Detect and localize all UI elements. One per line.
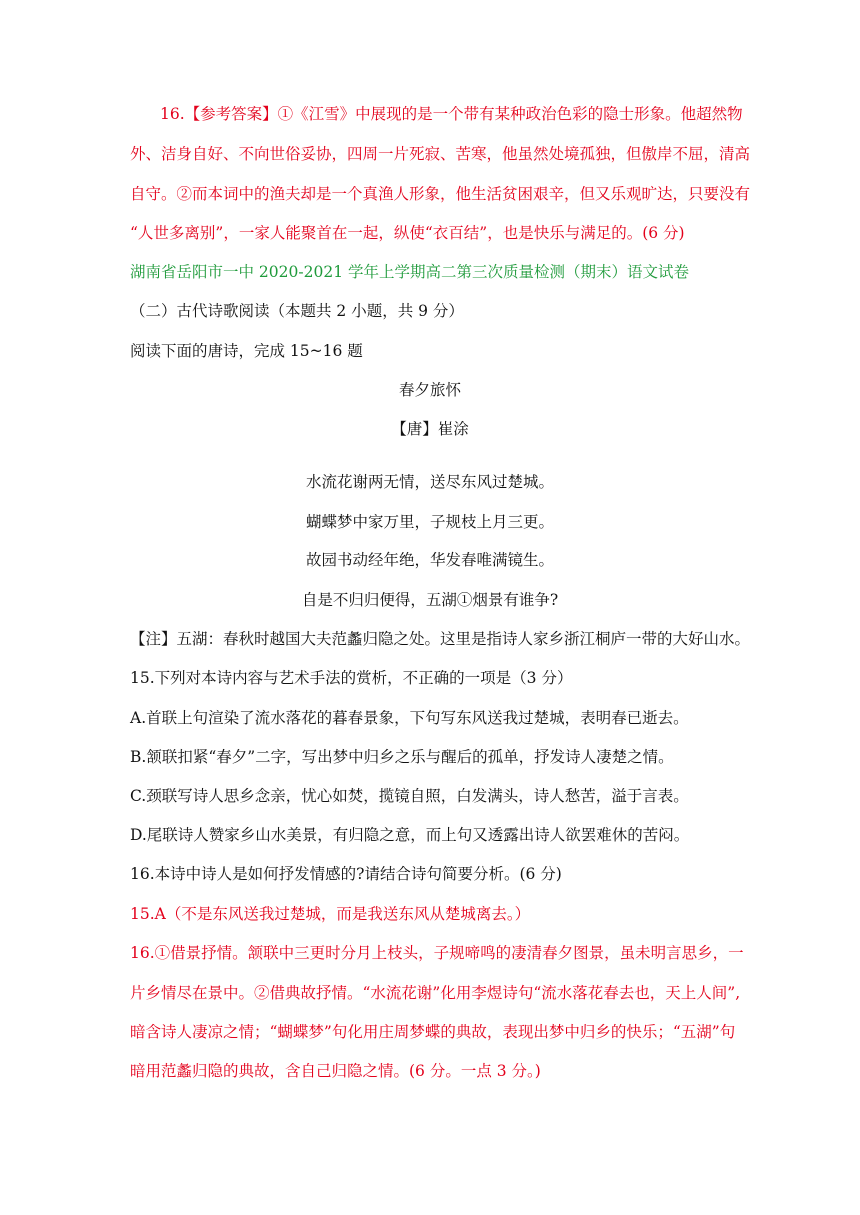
answer-16b-line-4: 暗用范蠡归隐的典故，含自己归隐之情。(6 分。一点 3 分。) <box>130 1062 541 1080</box>
section-heading: （二）古代诗歌阅读（本题共 2 小题，共 9 分） <box>130 302 464 320</box>
answer-16b-line-3: 暗含诗人凄凉之情；“蝴蝶梦”句化用庄周梦蝶的典故，表现出梦中归乡的快乐；“五湖”句 <box>130 1023 736 1041</box>
answer-15: 15.A（不是东风送我过楚城，而是我送东风从楚城离去。） <box>130 905 531 923</box>
poem-title: 春夕旅怀 <box>398 381 461 399</box>
poem-note: 【注】五湖：春秋时越国大夫范蠡归隐之处。这里是指诗人家乡浙江桐庐一带的大好山水。 <box>130 630 751 648</box>
poem-author: 【唐】崔涂 <box>391 420 469 438</box>
answer-16b-line-1: 16.①借景抒情。颔联中三更时分月上枝头，子规啼鸣的凄清春夕图景，虽未明言思乡，一 <box>130 944 744 962</box>
poem-line: 蝴蝶梦中家万里，子规枝上月三更。 <box>305 513 554 531</box>
answer-16-line-3: 自守。②而本词中的渔夫却是一个真渔人形象，他生活贫困艰辛，但又乐观旷达，只要没有 <box>130 185 751 203</box>
answer-16-line-4: “人世多离别”，一家人能聚首在一起，纵使“衣百结”，也是快乐与满足的。(6 分) <box>130 224 685 242</box>
question-15-option-a: A.首联上句渲染了流水落花的暮春景象，下句写东风送我过楚城，表明春已逝去。 <box>130 709 689 727</box>
question-15-option-b: B.颔联扣紧“春夕”二字，写出梦中归乡之乐与醒后的孤单，抒发诗人凄楚之情。 <box>130 748 674 766</box>
answer-16-line-1: 16.【参考答案】①《江雪》中展现的是一个带有某种政治色彩的隐士形象。他超然物 <box>160 105 743 123</box>
question-16-stem: 16.本诗中诗人是如何抒发情感的?请结合诗句简要分析。(6 分) <box>130 865 562 883</box>
answer-16-line-2: 外、洁身自好、不向世俗妥协，四周一片死寂、苦寒，他虽然处境孤独，但傲岸不屈，清高 <box>130 145 751 163</box>
poem-line: 水流花谢两无情，送尽东风过楚城。 <box>305 473 554 491</box>
answer-16b-line-2: 片乡情尽在景中。②借典故抒情。“水流花谢”化用李煜诗句“流水落花春去也，天上人间”, <box>130 984 741 1002</box>
section-instruction: 阅读下面的唐诗，完成 15~16 题 <box>130 342 363 360</box>
poem-line: 故园书动经年绝，华发春唯满镜生。 <box>305 551 554 569</box>
question-15-option-c: C.颈联写诗人思乡念亲，忧心如焚，揽镜自照，白发满头，诗人愁苦，溢于言表。 <box>130 787 689 805</box>
question-15-option-d: D.尾联诗人赞家乡山水美景，有归隐之意，而上句又透露出诗人欲罢难休的苦闷。 <box>130 826 690 844</box>
question-15-stem: 15.下列对本诗内容与艺术手法的赏析，不正确的一项是（3 分） <box>130 669 573 687</box>
source-title: 湖南省岳阳市一中 2020-2021 学年上学期高二第三次质量检测（期末）语文试卷 <box>130 263 689 281</box>
poem-line: 自是不归归便得，五湖①烟景有谁争? <box>301 591 559 609</box>
